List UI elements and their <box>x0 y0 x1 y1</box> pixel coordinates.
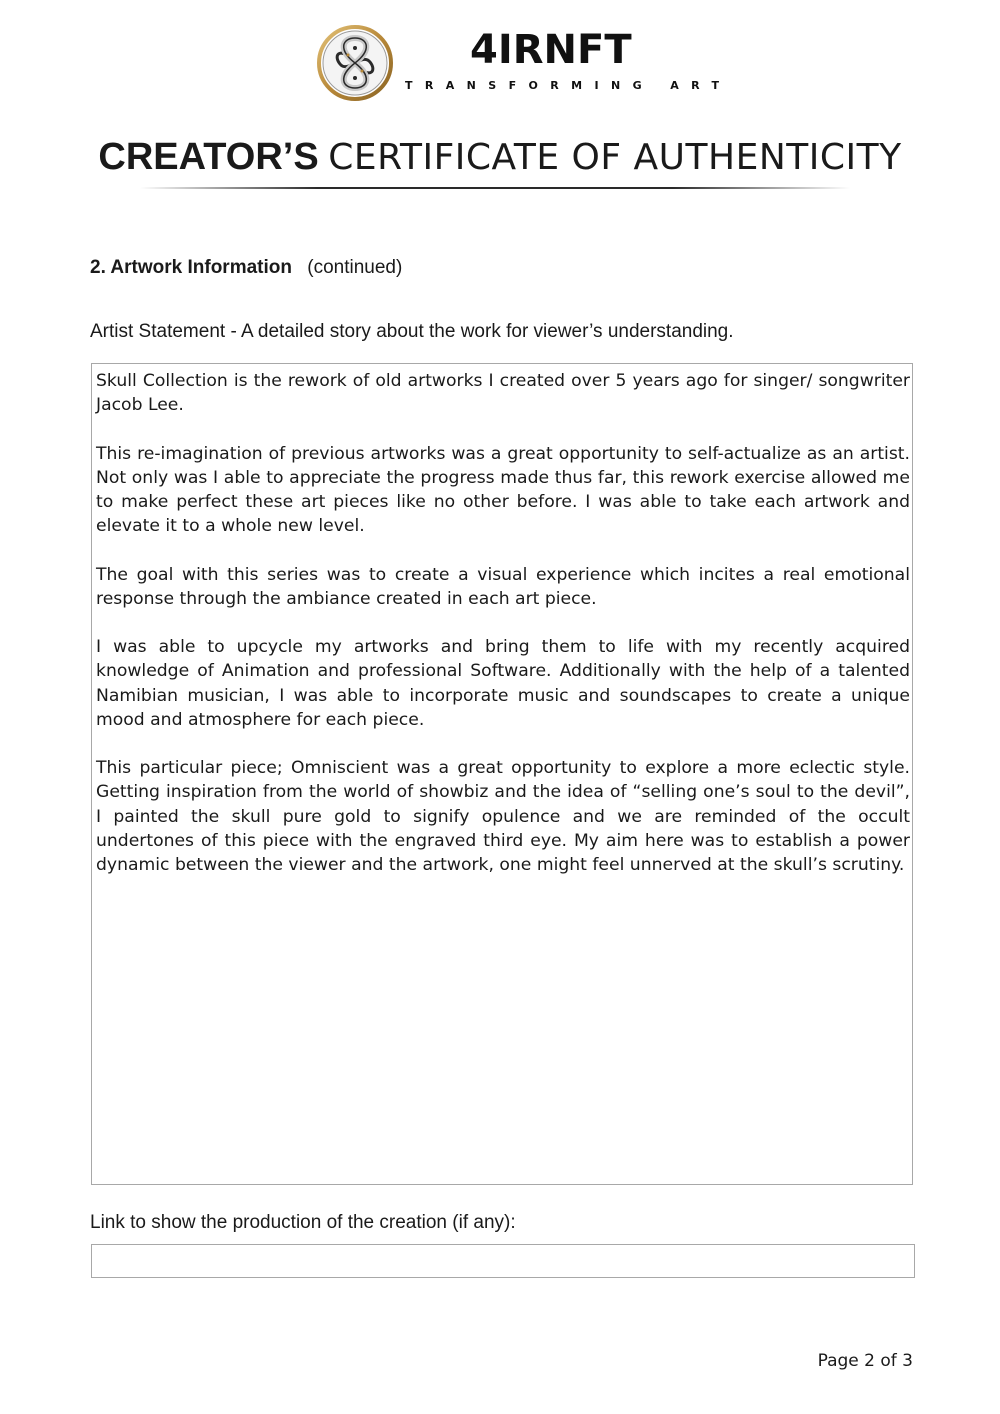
section-heading-note: (continued) <box>307 257 403 278</box>
title-bold-part: CREATOR’S <box>98 136 319 178</box>
brand-name: 4IRNFT <box>470 27 632 73</box>
statement-paragraph: Skull Collection is the rework of old artworks I created over 5 years ago for singer/ songwriter Jacob Lee. <box>96 371 910 416</box>
production-link-label: Link to show the production of the creation (if any): <box>90 1212 516 1233</box>
section-heading <box>90 256 402 280</box>
title-divider <box>140 187 850 189</box>
brand-tagline: TRANSFORMING ART <box>405 79 732 92</box>
certificate-title <box>0 134 1000 181</box>
artist-statement-label: Artist Statement - A detailed story about the work for viewer’s understanding. <box>90 321 734 342</box>
section-heading-text: 2. Artwork Information <box>90 257 292 278</box>
artist-statement-text <box>96 369 910 901</box>
statement-paragraph: The goal with this series was to create a visual experience which incites a real emotional response through the ambiance created in each art piece. <box>96 564 910 609</box>
production-link-field[interactable] <box>91 1244 915 1278</box>
page-number: Page 2 of 3 <box>817 1351 913 1371</box>
infinity-circuit-logo-icon <box>316 24 394 102</box>
artist-statement-field[interactable] <box>91 363 913 1185</box>
title-light-part: CERTIFICATE OF AUTHENTICITY <box>328 137 902 178</box>
statement-paragraph: This re-imagination of previous artworks was a great opportunity to self-actualize as an artist. Not only was I able to appreciate the progress made thus far, this rework exercise allowed me to make perfect these art pieces like no other before. I was able to take each artwork and elevate it to a whole new level. <box>96 443 910 537</box>
statement-paragraph: I was able to upcycle my artworks and bring them to life with my recently acquired knowledge of Animation and professional Software. Additionally with the help of a talented Namibian musician, I was able to incorporate music and soundscapes to create a unique mood and atmosphere for each piece. <box>96 637 910 730</box>
statement-paragraph: This particular piece; Omniscient was a great opportunity to explore a more eclectic style. Getting inspiration from the world of showbiz and the idea of “selling one’s soul to the devil”, I painted the skull pure gold to signify opulence and we are reminded of the occult undertones of this piece with the engraved third eye. My aim here was to establish a power dynamic between the viewer and the artwork, one might feel unnerved at the skull’s scrutiny. <box>96 758 910 875</box>
